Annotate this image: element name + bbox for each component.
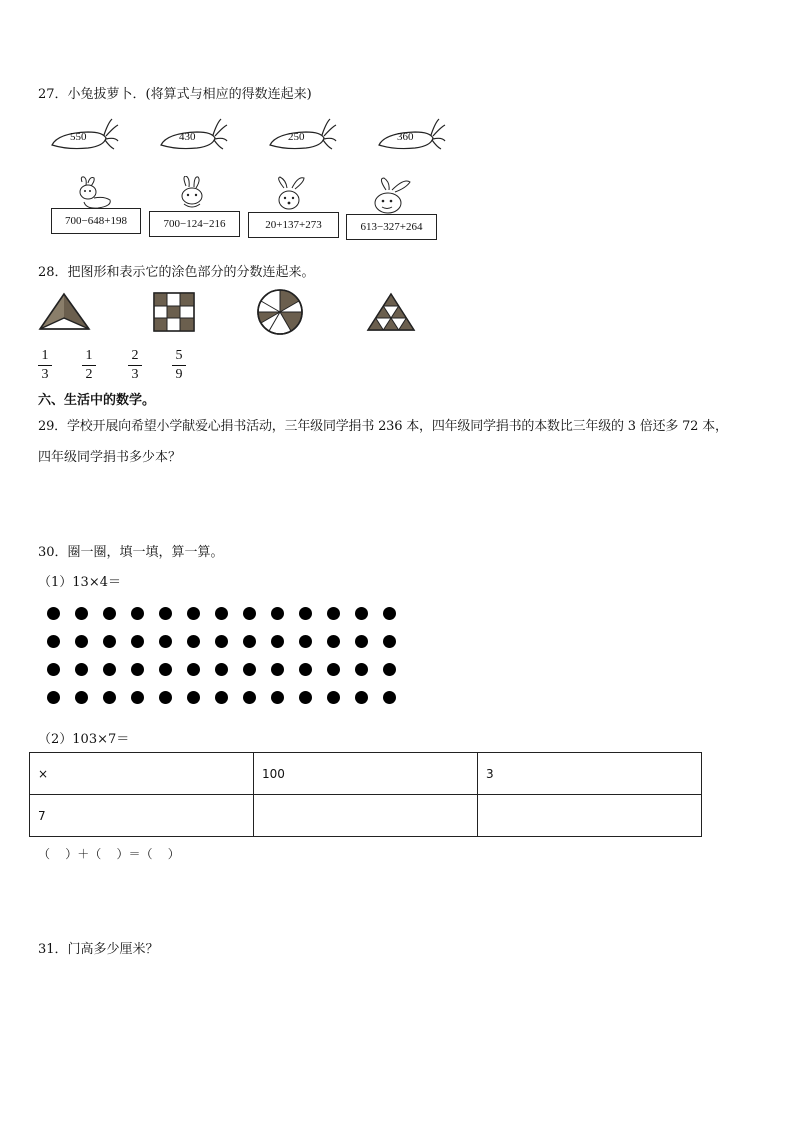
dot xyxy=(215,691,228,704)
dot xyxy=(131,635,144,648)
dot xyxy=(271,663,284,676)
dot xyxy=(75,691,88,704)
rabbit-expression: 613−327+264 xyxy=(360,221,423,233)
dot xyxy=(243,663,256,676)
rabbit-expression-box xyxy=(346,214,437,240)
q27-title: 27．小兔拔萝卜．(将算式与相应的得数连起来) xyxy=(38,87,312,102)
q29-line1: 29．学校开展向希望小学献爱心捐书活动，三年级同学捐书 236 本，四年级同学捐书的本数比三年级的 3 倍还多 72 本， xyxy=(38,419,728,434)
dot xyxy=(47,663,60,676)
dot xyxy=(103,691,116,704)
q30-title: 30．圈一圈，填一填，算一算。 xyxy=(38,545,224,560)
table-cell: 3 xyxy=(478,753,702,795)
carrot-number: 360 xyxy=(397,131,414,143)
table-row xyxy=(30,795,702,837)
rabbit-icon xyxy=(268,176,314,214)
rabbit-expression-box xyxy=(51,208,141,234)
table-cell-answer[interactable] xyxy=(478,795,702,837)
dot xyxy=(75,635,88,648)
carrot-3 xyxy=(266,113,338,155)
dot xyxy=(131,691,144,704)
dot xyxy=(159,663,172,676)
dot xyxy=(271,691,284,704)
rabbit-expression: 700−648+198 xyxy=(65,215,127,227)
rabbit-expression: 700−124−216 xyxy=(163,218,226,230)
dot xyxy=(75,663,88,676)
fraction-five-ninths: 5 9 xyxy=(172,348,186,383)
dot xyxy=(327,691,340,704)
dot xyxy=(187,607,200,620)
q29-line2: 四年级同学捐书多少本？ xyxy=(38,450,182,465)
table-cell-answer[interactable] xyxy=(254,795,478,837)
fraction-one-half: 1 2 xyxy=(82,348,96,383)
dot xyxy=(187,635,200,648)
rabbit-icon xyxy=(364,176,414,216)
rabbit-icon xyxy=(172,176,212,212)
dot xyxy=(159,607,172,620)
dot xyxy=(131,607,144,620)
dot xyxy=(299,607,312,620)
carrot-1 xyxy=(48,113,120,155)
dot xyxy=(47,691,60,704)
dot xyxy=(215,635,228,648)
dot xyxy=(383,635,396,648)
dot xyxy=(243,691,256,704)
fraction-two-thirds: 2 3 xyxy=(128,348,142,383)
section-heading: 六、生活中的数学。 xyxy=(38,393,156,408)
triangle-thirds-shape xyxy=(38,292,92,332)
dot xyxy=(215,607,228,620)
dot xyxy=(355,691,368,704)
dot xyxy=(47,635,60,648)
dot xyxy=(355,607,368,620)
table-cell: × xyxy=(30,753,254,795)
dot xyxy=(271,607,284,620)
dot xyxy=(271,635,284,648)
dot xyxy=(327,635,340,648)
carrot-number: 430 xyxy=(179,131,196,143)
dot xyxy=(159,635,172,648)
dot xyxy=(299,635,312,648)
q30-equation: （ ）＋（ ）＝（ ） xyxy=(38,847,180,861)
carrot-number: 250 xyxy=(288,131,305,143)
dot xyxy=(299,691,312,704)
dot xyxy=(75,607,88,620)
rabbit-expression-box xyxy=(248,212,339,238)
dot xyxy=(159,691,172,704)
dot xyxy=(131,663,144,676)
dot xyxy=(383,607,396,620)
dot xyxy=(103,607,116,620)
carrot-4 xyxy=(375,113,447,155)
dot xyxy=(355,635,368,648)
dot xyxy=(187,691,200,704)
q30-part1: （1）13×4＝ xyxy=(38,575,121,590)
dot xyxy=(383,691,396,704)
table-row xyxy=(30,753,702,795)
carrot-number: 550 xyxy=(70,131,87,143)
dot xyxy=(187,663,200,676)
table-cell: 100 xyxy=(254,753,478,795)
multiplication-table xyxy=(29,752,702,837)
q30-part2: （2）103×7＝ xyxy=(38,732,130,747)
dot xyxy=(243,635,256,648)
dot xyxy=(103,663,116,676)
rabbit-expression: 20+137+273 xyxy=(265,219,322,231)
dot xyxy=(383,663,396,676)
dot xyxy=(299,663,312,676)
dot xyxy=(327,607,340,620)
triangle-ninths-shape xyxy=(366,292,416,332)
dot xyxy=(327,663,340,676)
rabbit-expression-box xyxy=(149,211,240,237)
grid-squares-shape xyxy=(153,292,195,332)
rabbit-icon xyxy=(68,176,118,210)
dot xyxy=(355,663,368,676)
dot xyxy=(103,635,116,648)
dot xyxy=(215,663,228,676)
circle-sectors-shape xyxy=(256,288,304,336)
fraction-one-third: 1 3 xyxy=(38,348,52,383)
table-cell: 7 xyxy=(30,795,254,837)
dot xyxy=(47,607,60,620)
q28-title: 28．把图形和表示它的涂色部分的分数连起来。 xyxy=(38,265,315,280)
carrot-2 xyxy=(157,113,229,155)
q31-title: 31．门高多少厘米？ xyxy=(38,942,159,957)
dot xyxy=(243,607,256,620)
